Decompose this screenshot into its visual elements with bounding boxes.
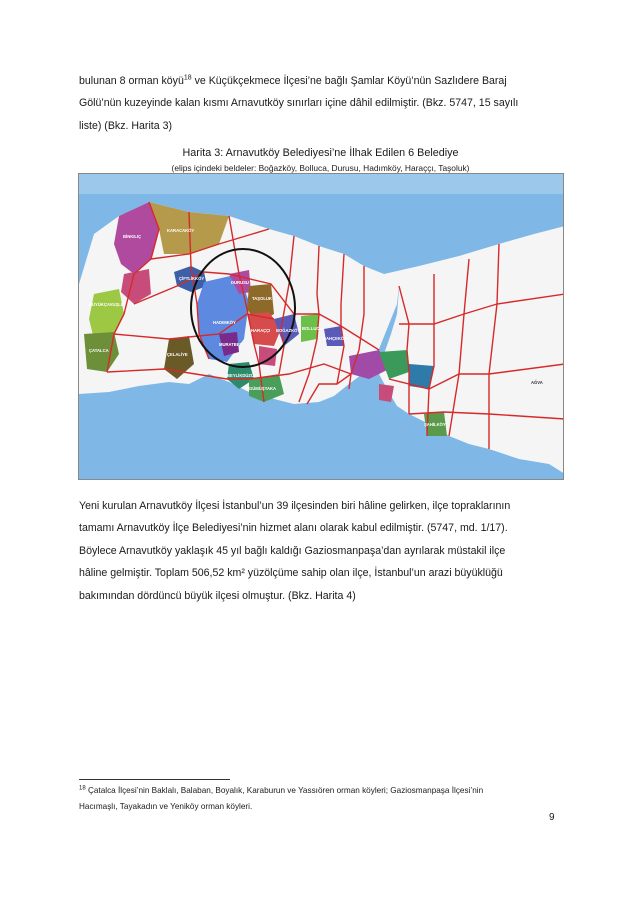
paragraph-1: [79, 70, 562, 137]
label-agva: AĞVA: [531, 380, 543, 385]
sea-top: [79, 174, 564, 194]
footnote-text-1: Çatalca İlçesi’nin Baklalı, Balaban, Boyalık, Karaburun ve Yassıören orman köyleri; Gaziosmanpaşa İlçesi’nin: [85, 786, 484, 795]
footnote-line-2: Hacımaşlı, Tayakadın ve Yeniköy orman köyleri.: [79, 802, 253, 811]
figure-subtitle: (elips içindeki beldeler: Boğazköy, Bolluca, Durusu, Hadımköy, Haraççı, Taşoluk): [171, 163, 470, 173]
paragraph-1-line-3: liste) (Bkz. Harita 3): [79, 119, 173, 132]
page-number: 9: [549, 812, 555, 823]
paragraph-2-line-1: Yeni kurulan Arnavutköy İlçesi İstanbul’un 39 ilçesinden biri hâline gelirken, ilçe topraklarının: [79, 500, 511, 512]
paragraph-2-line-5: bakımından dördüncü büyük ilçesi olmuştur. (Bkz. Harita 4): [79, 589, 356, 602]
label-muratbey: MURATBEY: [219, 342, 243, 347]
label-hadimkoy: HADIMKÖY: [213, 320, 236, 325]
label-binkilic: BİNKILIÇ: [123, 234, 142, 239]
footnote-line-1: [79, 783, 562, 799]
paragraph-2: [79, 495, 562, 607]
paragraph-1-line-1: [79, 70, 562, 92]
footnote-separator: [79, 779, 230, 780]
footnote-marker: 18: [79, 785, 86, 792]
label-sahilkoy: ŞAHİLKÖY: [424, 422, 446, 427]
label-catalca: ÇATALCA: [89, 348, 109, 353]
label-celaliye: ÇELALİYE: [167, 352, 188, 357]
paragraph-2-line-4: hâline gelmiştir. Toplam 506,52 km² yüzölçüme sahip olan ilçe, İstanbul’un arazi büyüklüğü: [79, 567, 503, 580]
figure-title: Harita 3: Arnavutköy Belediyesi’ne İlhak Edilen 6 Belediye: [182, 147, 459, 159]
label-bolluca: BOLLUCA: [302, 326, 323, 331]
label-karacakoy: KARACAKÖY: [167, 228, 195, 233]
paragraph-1-line-2: Gölü’nün kuzeyinde kalan kısmı Arnavutköy sınırları içine dâhil edilmiştir. (Bkz. 5747, 15 sayılı: [79, 97, 519, 110]
label-bogazkoy: BOĞAZKÖY: [276, 328, 301, 333]
footnote-ref[interactable]: 18: [183, 74, 192, 82]
map-svg: [79, 174, 564, 480]
label-tasoluk: TAŞOLUK: [252, 296, 272, 301]
istanbul-district-map: [78, 173, 564, 480]
label-ciftlikkoy: ÇİFTLİKKÖY: [179, 276, 205, 281]
text-run: ve Küçükçekmece İlçesi’ne bağlı Şamlar Köyü’nün Sazlıdere Baraj: [191, 75, 507, 87]
paragraph-2-line-3: Böylece Arnavutköy yaklaşık 45 yıl bağlı kaldığı Gaziosmanpaşa’dan ayrılarak müstakil ilçe: [79, 544, 506, 557]
label-bahcekoy: BAHÇEKÖY: [323, 336, 347, 341]
paragraph-2-line-2: tamamı Arnavutköy İlçe Belediyesi’nin hizmet alanı olarak kabul edilmiştir. (5747, md. 1/17).: [79, 522, 508, 535]
label-buyukcavuslu: BÜYÜKÇAVUŞLU: [89, 302, 124, 307]
text-run: bulunan 8 orman köyü: [79, 75, 184, 87]
label-durusu: DURUSU: [231, 280, 249, 285]
label-beylikduzu: BEYLİKDÜZÜ: [227, 373, 254, 378]
label-haracci: HARAÇÇI: [251, 328, 271, 333]
footnote: [79, 783, 562, 815]
label-gumusyaka: GÜMÜŞYAKA: [249, 386, 277, 391]
